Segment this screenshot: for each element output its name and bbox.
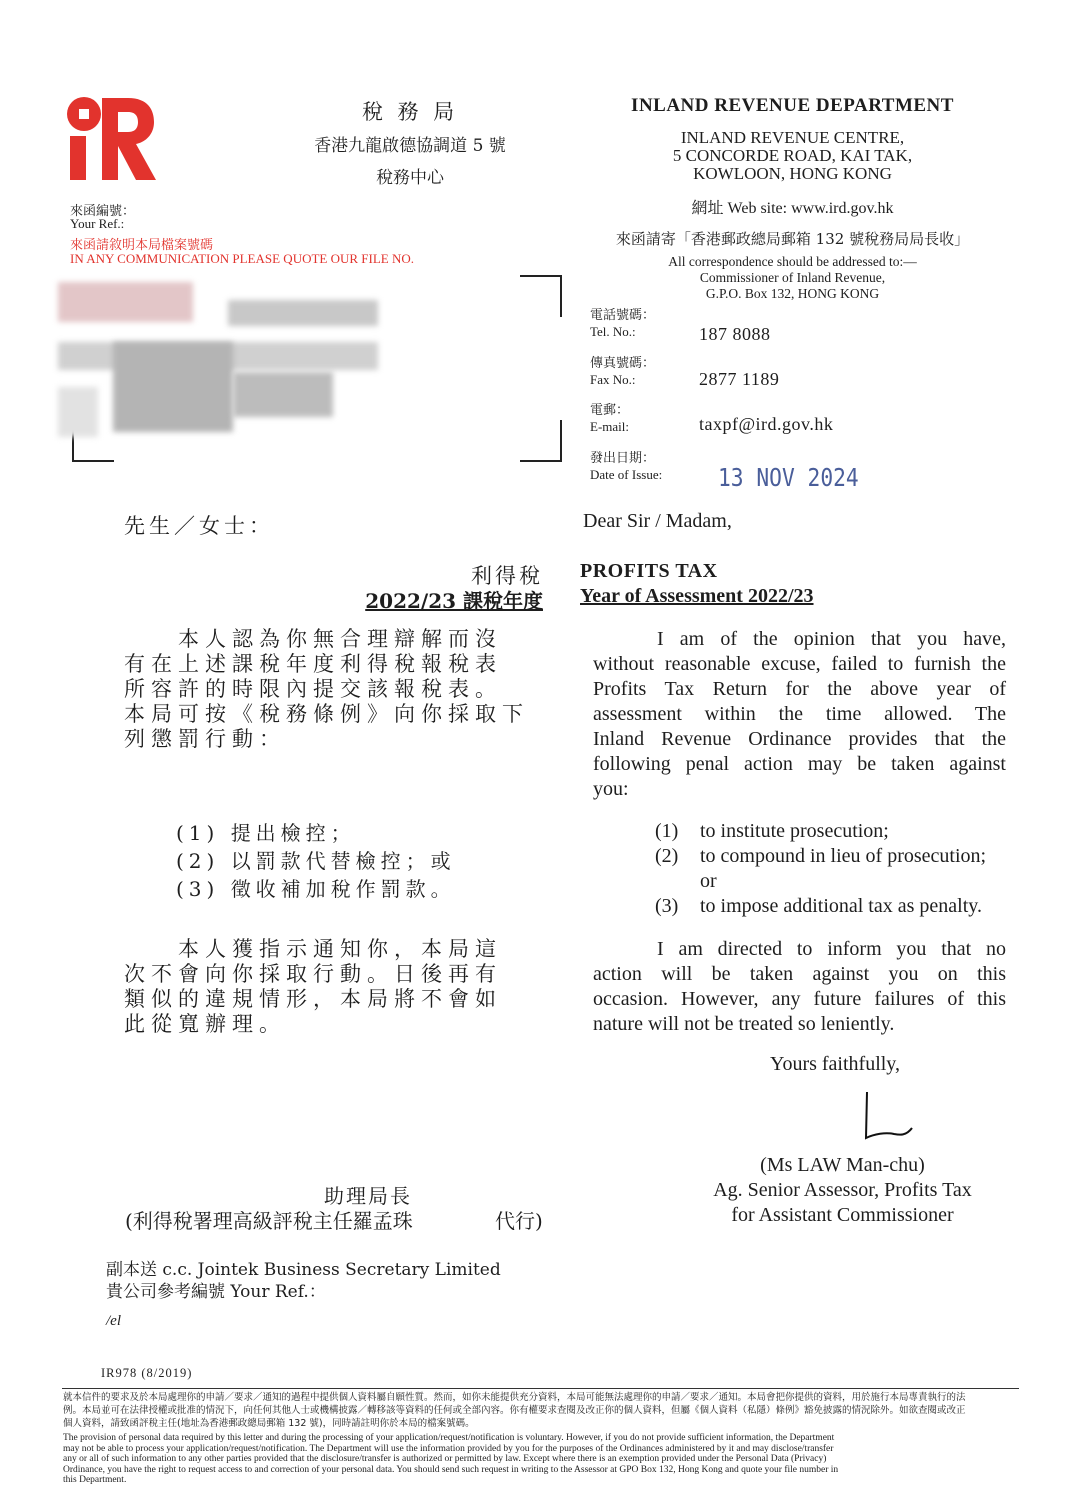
- dept-name-en: INLAND REVENUE DEPARTMENT: [631, 95, 954, 116]
- action-item: (2) 以罰款代替檢控；或: [176, 849, 456, 873]
- quote-file-en: IN ANY COMMUNICATION PLEASE QUOTE OUR FILE NO.: [70, 251, 415, 266]
- para1-en: [593, 627, 1006, 802]
- dept-centre-cn: 稅務中心: [376, 168, 444, 188]
- footer-en: [63, 1433, 1019, 1486]
- title-en-2: Year of Assessment 2022/23: [580, 585, 814, 607]
- para-line: action will be taken against you on this: [593, 963, 1006, 985]
- signatory-en: [690, 1153, 995, 1228]
- para-line: nature will not be treated so leniently.: [593, 1013, 895, 1035]
- email-value: taxpf@ird.gov.hk: [699, 414, 834, 434]
- footer-line: any or all of such information to any other parties provided that the disclosure/transfer is authorized or permitted by law. Except where there is an exemption provided under the Personal Data (Privacy): [63, 1454, 827, 1464]
- address-line: INLAND REVENUE CENTRE,: [680, 128, 905, 147]
- para2-en: [593, 937, 1006, 1037]
- footer-line: this Department.: [63, 1475, 127, 1485]
- signatory-name: (Ms LAW Man-chu): [760, 1154, 925, 1176]
- ird-logo: [66, 96, 156, 180]
- window-bracket-tr: [520, 275, 562, 317]
- footer-line: may not be able to process your application/request/notification. The Department will use the information provided by you for the purposes of the Ordinances administered by it and may disclose/transfer: [63, 1443, 834, 1454]
- footer-line: 個人資料，請致函評稅主任(地址為香港郵政總局郵箱 132 號)，同時請註明你於本局的檔案號碼。: [63, 1418, 475, 1429]
- footer-line: 就本信件的要求及於本局處理你的申請／要求／通知的過程中提供個人資料屬自願性質。然而，如你未能提供充分資料，本局可能無法處理你的申請／要求／通知。本局會把你提供的資料，用於施行本局專責執行的法: [63, 1392, 966, 1403]
- action-num: (3): [655, 895, 679, 917]
- action-num: (2): [655, 845, 679, 867]
- para-line: 本局可按《稅務條例》向你採取下: [124, 702, 529, 726]
- closing: Yours faithfully,: [770, 1053, 901, 1075]
- action-item: [655, 894, 986, 919]
- quote-file-cn: 來函請敘明本局檔案號碼: [70, 238, 214, 253]
- date-label-cn: 發出日期：: [590, 451, 656, 466]
- salutation-cn: 先生／女士：: [124, 514, 274, 538]
- fax-label-en: Fax No.:: [590, 372, 636, 387]
- initials: /el: [106, 1313, 121, 1329]
- contact-tel: [590, 308, 655, 340]
- website: 網址 Web site: www.ird.gov.hk: [691, 200, 894, 217]
- ref-label-cn: 來函編號：: [70, 204, 136, 219]
- address-line: KOWLOON, HONG KONG: [693, 164, 892, 183]
- action-item: [655, 819, 986, 844]
- mail-address-en: [590, 254, 995, 302]
- signatory-for: for Assistant Commissioner: [731, 1204, 954, 1226]
- footer-cn: [63, 1391, 1019, 1430]
- mail-line: G.P.O. Box 132, HONG KONG: [705, 286, 880, 301]
- dept-address-en: [590, 129, 995, 183]
- tel-label-cn: 電話號碼：: [590, 308, 656, 323]
- contact-email: [590, 403, 629, 435]
- action-text: to compound in lieu of prosecution;: [700, 845, 987, 867]
- tel-label-en: Tel. No.:: [590, 324, 636, 339]
- mail-line: All correspondence should be addressed to:—: [668, 254, 917, 269]
- para-line: following penal action may be taken against: [593, 753, 1006, 775]
- para-line: assessment within the time allowed. The: [593, 703, 1006, 725]
- action-item: [655, 844, 986, 869]
- address-line: 5 CONCORDE ROAD, KAI TAK,: [672, 146, 913, 165]
- actions-en: [655, 819, 986, 919]
- ref-label-en: Your Ref.:: [70, 216, 125, 231]
- action-text: to impose additional tax as penalty.: [700, 895, 982, 917]
- para-line: 列懲罰行動：: [124, 727, 286, 751]
- para-line: 次不會向你採取行動。日後再有: [124, 962, 502, 986]
- signatory-act-cn: 代行): [495, 1209, 543, 1233]
- para-line: I am directed to inform you that no: [657, 938, 1006, 960]
- window-bracket-br: [520, 420, 562, 462]
- para-line: 本人認為你無合理辯解而沒: [178, 627, 502, 651]
- para1-cn: [124, 627, 544, 752]
- para-line: Profits Tax Return for the above year of: [593, 678, 1006, 700]
- para-line: 所容許的時限內提交該報稅表。: [124, 677, 502, 701]
- actions-cn: [176, 819, 456, 903]
- mail-address-cn: 來函請寄「香港郵政總局郵箱 132 號稅務局局長收」: [615, 230, 970, 248]
- signatory-title-cn: 助理局長: [324, 1184, 412, 1208]
- action-item: [655, 869, 986, 894]
- email-label-cn: 電郵：: [590, 403, 630, 418]
- dept-name-cn: 稅 務 局: [361, 100, 459, 124]
- date-label-en: Date of Issue:: [590, 467, 663, 482]
- action-text: to institute prosecution;: [700, 820, 889, 842]
- signatory-name-cn: (利得稅署理高級評稅主任羅孟珠: [125, 1209, 413, 1233]
- action-item: (3) 徵收補加稅作罰款。: [176, 877, 456, 901]
- dept-address-cn: 香港九龍啟德協調道 5 號: [314, 136, 506, 156]
- redacted-address: [58, 282, 388, 442]
- para-line: 本人獲指示通知你，本局這: [178, 937, 502, 961]
- para-line: Inland Revenue Ordinance provides that the: [593, 728, 1006, 750]
- action-num: (1): [655, 820, 679, 842]
- action-text: or: [700, 870, 717, 892]
- salutation-en: Dear Sir / Madam,: [583, 510, 732, 532]
- para-line: occasion. However, any future failures of this: [593, 988, 1006, 1010]
- para-line: without reasonable excuse, failed to furnish the: [593, 653, 1006, 675]
- email-label-en: E-mail:: [590, 419, 629, 434]
- cc-ref-line: 貴公司參考編號 Your Ref.：: [106, 1282, 326, 1302]
- fax-label-cn: 傳真號碼：: [590, 356, 656, 371]
- cc-line: 副本送 c.c. Jointek Business Secretary Limited: [106, 1260, 501, 1280]
- para-line: 類似的違規情形，本局將不會如: [124, 987, 502, 1011]
- contact-fax: [590, 356, 655, 388]
- title-cn-1: 利得稅: [471, 564, 543, 588]
- para-line: you:: [593, 778, 629, 800]
- para2-cn: [124, 937, 544, 1037]
- signatory-title: Ag. Senior Assessor, Profits Tax: [713, 1179, 972, 1201]
- tel-value: 187 8088: [699, 324, 771, 344]
- footer-line: 例。本局並可在法律授權或批准的情況下，向任何其他人士或機構披露／轉移該等資料的任何或全部內容。你有權要求查閱及改正你的個人資料，但屬《個人資料（私隱）條例》豁免披露的情況除外。如欲查閱或改正: [63, 1405, 966, 1416]
- contact-date: [590, 451, 662, 483]
- para-line: 有在上述課稅年度利得稅報稅表: [124, 652, 502, 676]
- para-line: I am of the opinion that you have,: [657, 628, 1006, 650]
- mail-line: Commissioner of Inland Revenue,: [699, 270, 886, 285]
- action-item: (1) 提出檢控；: [176, 821, 356, 845]
- date-stamp: 13 NOV 2024: [718, 463, 859, 492]
- title-cn-2: 2022/23 課稅年度: [365, 589, 543, 613]
- footer-line: The provision of personal data required by this letter and during the processing of your application/request/notification is voluntary. However, if you do not provide sufficient information, the Department: [63, 1433, 835, 1443]
- title-en-1: PROFITS TAX: [580, 560, 718, 582]
- para-line: 此從寬辦理。: [124, 1012, 286, 1036]
- footer-line: Ordinance, you have the right to request access to and correction of your personal data. You should send such request in writing to the Assessor at GPO Box 132, Hong Kong and quote your file number in: [63, 1464, 839, 1475]
- signature-mark: [860, 1090, 920, 1146]
- form-number: IR978 (8/2019): [101, 1366, 193, 1380]
- footer-divider: [62, 1388, 1019, 1389]
- fax-value: 2877 1189: [699, 369, 780, 389]
